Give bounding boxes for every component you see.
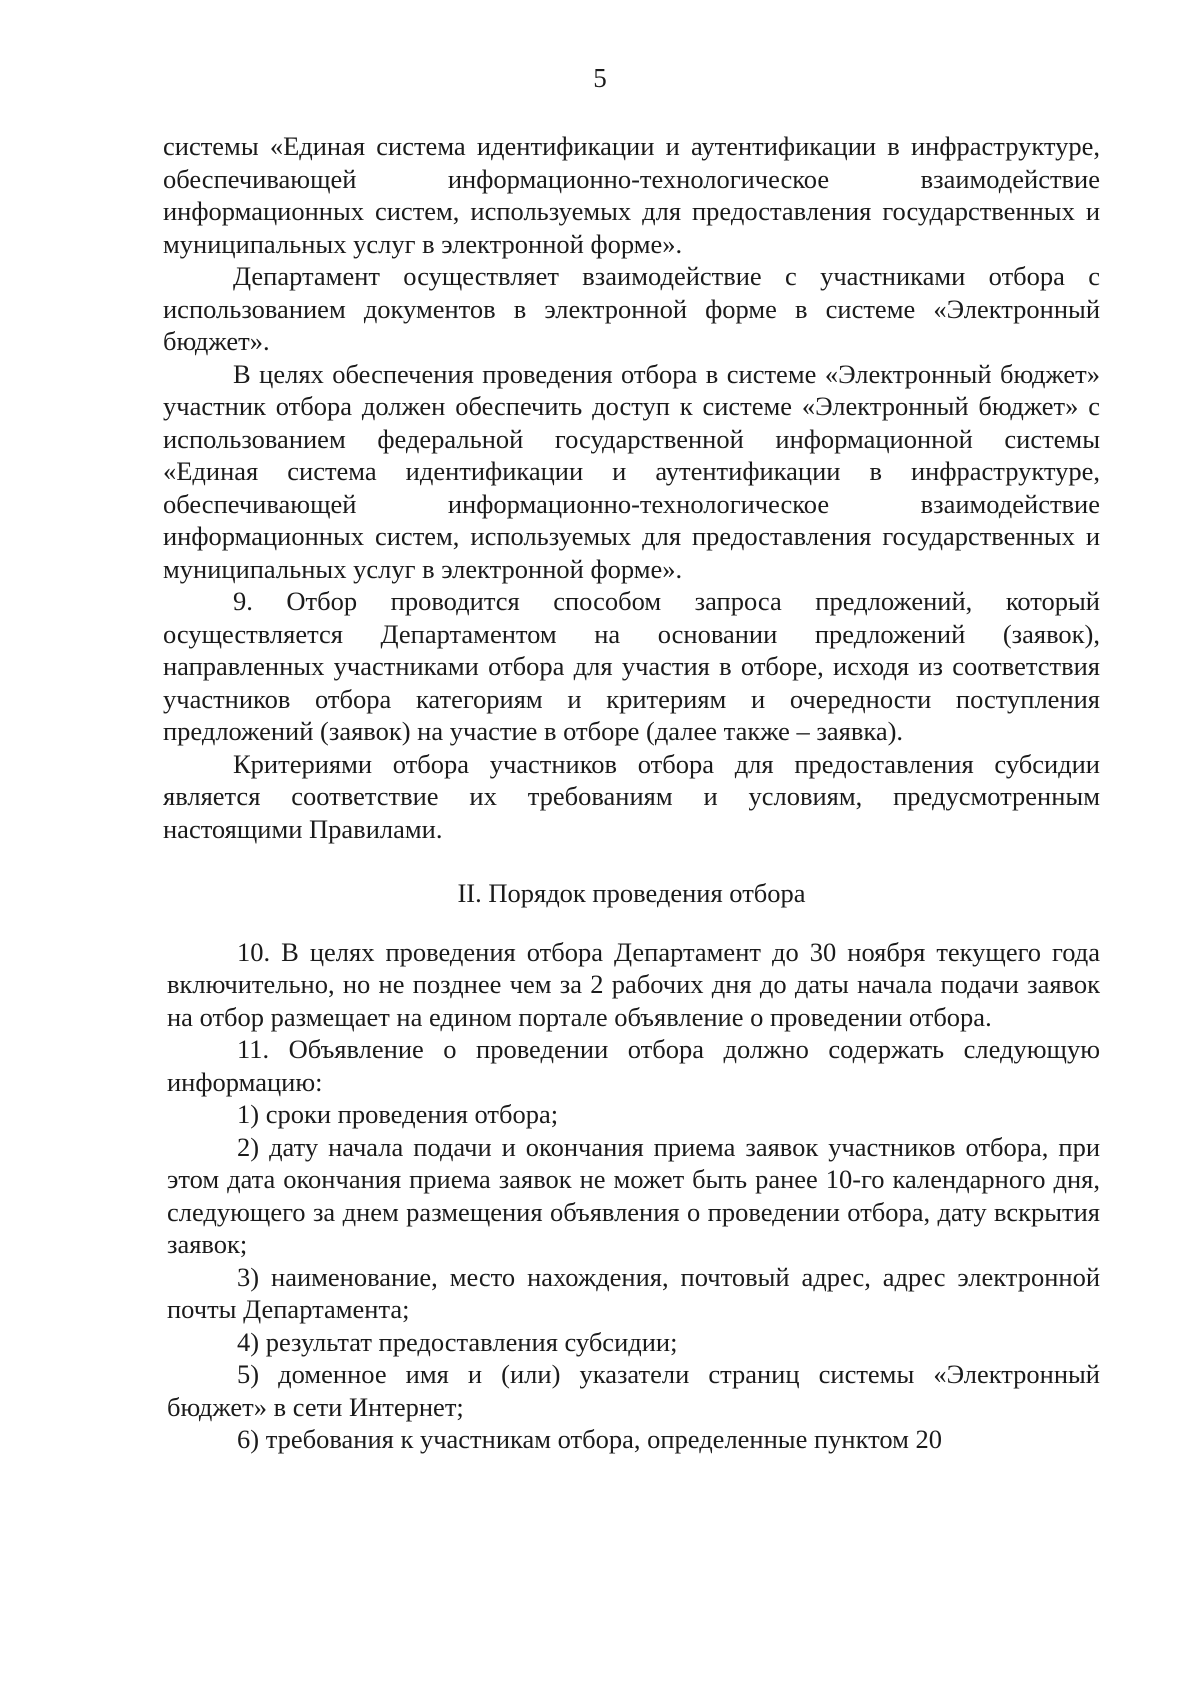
paragraph: 11. Объявление о проведении отбора должно содержать следующую информацию: bbox=[167, 1034, 1100, 1097]
paragraph: 5) доменное имя и (или) указатели страниц системы «Электронный бюджет» в сети Интернет; bbox=[167, 1359, 1100, 1422]
section-heading: II. Порядок проведения отбора bbox=[457, 878, 806, 908]
paragraph: В целях обеспечения проведения отбора в системе «Электронный бюджет» участник отбора должен обеспечить доступ к системе «Электронный бюджет» с использованием федеральной государственной информационной системы «Единая система идентификации и аутентификации в инфраструктуре, обеспечивающей информационно-технологическое взаимодействие информационных систем, используемых для предоставления государственных и муниципальных услуг в электронной форме». bbox=[163, 358, 1100, 584]
paragraphs-top bbox=[163, 130, 1100, 845]
paragraphs-bottom bbox=[167, 936, 1100, 1456]
paragraph: 9. Отбор проводится способом запроса предложений, который осуществляется Департаментом на основании предложений (заявок), направленных участниками отбора для участия в отборе, исходя из соответствия участников отбора категориям и критериям и очередности поступления предложений (заявок) на участие в отборе (далее также – заявка). bbox=[163, 586, 1100, 746]
paragraph: 2) дату начала подачи и окончания приема заявок участников отбора, при этом дата окончания приема заявок не может быть ранее 10-го календарного дня, следующего за днем размещения объявления о проведении отбора, дату вскрытия заявок; bbox=[167, 1131, 1100, 1259]
paragraph: 1) сроки проведения отбора; bbox=[237, 1099, 559, 1129]
paragraph: системы «Единая система идентификации и аутентификации в инфраструктуре, обеспечивающей информационно-технологическое взаимодействие информационных систем, используемых для предоставления государственных и муниципальных услуг в электронной форме». bbox=[163, 131, 1100, 259]
document-body bbox=[163, 130, 1100, 1456]
paragraph: 3) наименование, место нахождения, почтовый адрес, адрес электронной почты Департамента; bbox=[167, 1261, 1100, 1324]
paragraph: 4) результат предоставления субсидии; bbox=[237, 1326, 678, 1357]
paragraph: Критериями отбора участников отбора для предоставления субсидии является соответствие их требованиям и условиям, предусмотренным настоящими Правилами. bbox=[163, 748, 1100, 844]
page-number: 5 bbox=[593, 63, 607, 93]
paragraph: Департамент осуществляет взаимодействие с участниками отбора с использованием документов в электронной форме в системе «Электронный бюджет». bbox=[163, 261, 1100, 356]
paragraph: 10. В целях проведения отбора Департамент до 30 ноября текущего года включительно, но не позднее чем за 2 рабочих дня до даты начала подачи заявок на отбор размещает на едином портале объявление о проведении отбора. bbox=[167, 936, 1100, 1032]
paragraph: 6) требования к участникам отбора, определенные пунктом 20 bbox=[237, 1424, 942, 1454]
